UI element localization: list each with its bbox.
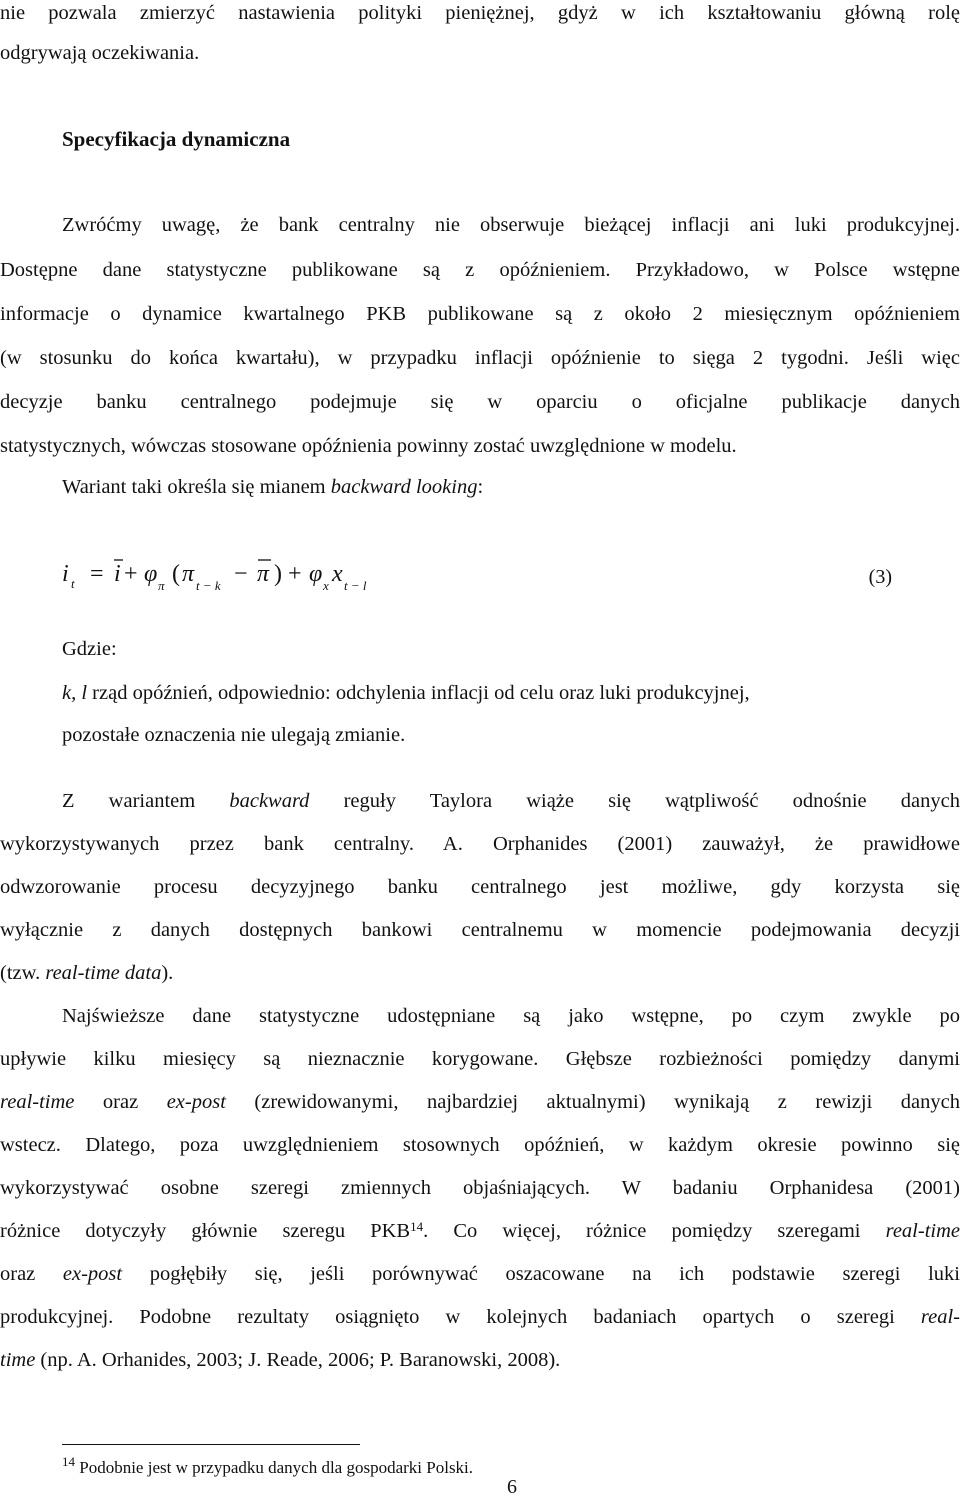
eq-pibar: π: [257, 561, 270, 587]
footnote-ref: 14: [410, 1219, 424, 1234]
text-line: wykorzystywać osobne szeregi zmiennych objaśniających. W badaniu Orphanidesa (2001): [0, 1177, 960, 1199]
eq-minus: −: [234, 561, 248, 587]
text-line: odwzorowanie procesu decyzyjnego banku centralnego jest możliwe, gdy korzysta się: [0, 876, 960, 898]
text-line: odgrywają oczekiwania.: [0, 42, 200, 64]
eq-phi-2: φ: [309, 561, 323, 587]
text-line: Wariant taki określa się mianem backward looking:: [62, 476, 484, 498]
eq-plus-2: +: [288, 561, 302, 587]
eq-phi-sub-x: x: [323, 578, 329, 593]
text-line: Zwróćmy uwagę, że bank centralny nie obserwuje bieżącej inflacji ani luki produkcyjnej.: [62, 214, 960, 236]
eq-lhs: i: [62, 561, 69, 587]
text-line: wyłącznie z danych dostępnych bankowi centralnemu w momencie podejmowania decyzji: [0, 919, 960, 941]
eq-pi-sub: t − k: [196, 578, 221, 593]
eq-plus-1: +: [124, 561, 138, 587]
text-line: nie pozwala zmierzyć nastawienia polityki pieniężnej, gdyż w ich kształtowaniu główną rolę: [0, 2, 960, 24]
text-line: różnice dotyczyły głównie szeregu PKB$^{14}$. Co więcej, różnice pomiędzy szeregami real-time: [0, 1219, 960, 1242]
eq-pi: π: [182, 561, 195, 587]
text-line: produkcyjnej. Podobne rezultaty osiągnięto w kolejnych badaniach opartych o szeregi real-: [0, 1306, 960, 1328]
eq-lhs-sub: t: [71, 576, 75, 591]
text-line: statystycznych, wówczas stosowane opóźnienia powinny zostać uwzględnione w modelu.: [0, 435, 737, 457]
eq-lpar: (: [172, 561, 180, 587]
eq-phi-sub-pi: π: [158, 578, 165, 593]
equation-number: (3): [868, 566, 892, 588]
text-line: k, l rząd opóźnień, odpowiednio: odchylenia inflacji od celu oraz luki produkcyjnej,: [62, 682, 750, 704]
text-line: Dostępne dane statystyczne publikowane są z opóźnieniem. Przykładowo, w Polsce wstępne: [0, 259, 960, 281]
eq-rpar: ): [274, 561, 282, 587]
text-line: wstecz. Dlatego, poza uwzględnieniem stosownych opóźnień, w każdym okresie powinno się: [0, 1134, 960, 1156]
text-line: decyzje banku centralnego podejmuje się w oparciu o oficjalne publikacje danych: [0, 391, 960, 413]
equation-3: [62, 548, 932, 604]
text-line: Z wariantem backward reguły Taylora wiąże się wątpliwość odnośnie danych: [62, 790, 960, 812]
text-line: upływie kilku miesięcy są nieznacznie korygowane. Głębsze rozbieżności pomiędzy danymi: [0, 1048, 960, 1070]
text-line: Najświeższe dane statystyczne udostępniane są jako wstępne, po czym zwykle po: [62, 1005, 960, 1027]
eq-x-sub: t − l: [344, 578, 367, 593]
footnote-rule: [62, 1444, 360, 1445]
text-line: Gdzie:: [62, 638, 117, 660]
eq-equals: =: [90, 561, 104, 587]
text-line: real-time oraz ex-post (zrewidowanymi, najbardziej aktualnymi) wynikają z rewizji danych: [0, 1091, 960, 1113]
text-line: informacje o dynamice kwartalnego PKB publikowane są z około 2 miesięcznym opóźnieniem: [0, 303, 960, 325]
equation-formula: [62, 548, 822, 604]
footnote: $^{14}$ Podobnie jest w przypadku danych dla gospodarki Polski.: [62, 1454, 474, 1477]
section-heading: Specyfikacja dynamiczna: [62, 127, 291, 151]
footnote-mark: 14: [62, 1454, 75, 1469]
text-line: wykorzystywanych przez bank centralny. A. Orphanides (2001) zauważył, że prawidłowe: [0, 833, 960, 855]
text-line: (tzw. real-time data).: [0, 962, 174, 984]
text-line: time (np. A. Orhanides, 2003; J. Reade, 2006; P. Baranowski, 2008).: [0, 1349, 561, 1371]
eq-x: x: [332, 561, 343, 587]
eq-ibar: i: [114, 561, 121, 587]
eq-phi-1: φ: [144, 561, 158, 587]
text-line: oraz ex-post pogłębiły się, jeśli porównywać oszacowane na ich podstawie szeregi luki: [0, 1263, 960, 1285]
page-number: 6: [507, 1476, 517, 1498]
text-line: (w stosunku do końca kwartału), w przypadku inflacji opóźnienie to sięga 2 tygodni. Jeśli więc: [0, 347, 960, 369]
text-line: pozostałe oznaczenia nie ulegają zmianie.: [62, 724, 406, 746]
